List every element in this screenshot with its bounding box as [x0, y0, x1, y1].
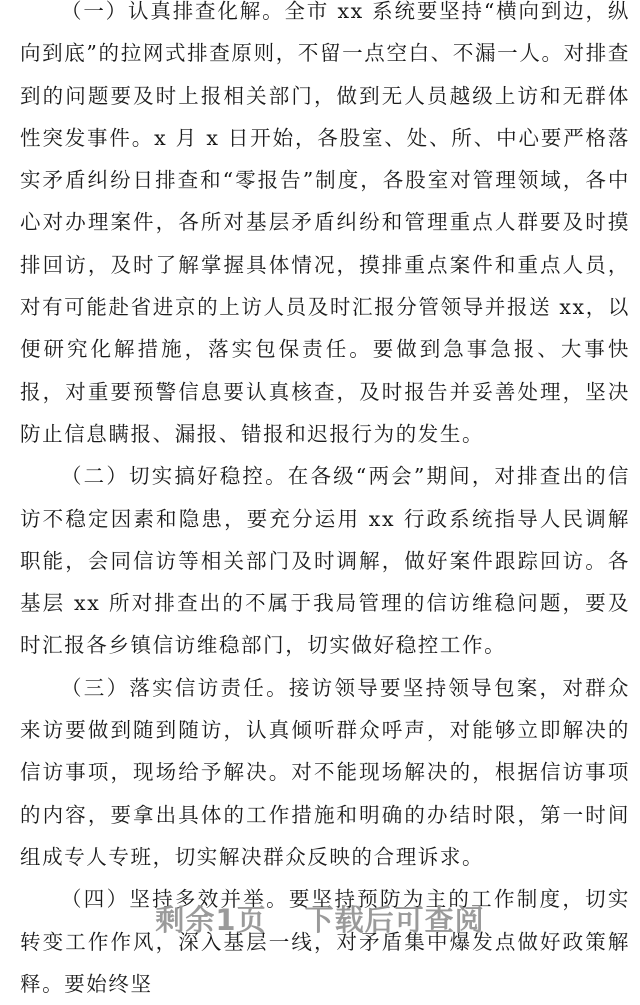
remaining-pages-label: 剩余1页: [155, 903, 267, 937]
paragraph-2: （二）切实搞好稳控。在各级“两会”期间，对排查出的信访不稳定因素和隐患，要充分运用 xx 行政系统指导人民调解职能，会同信访等相关部门及时调解，做好案件跟踪回访。各基层 xx 所对排查出的不属于我局管理的信访维稳问题，要及时汇报各乡镇信访维稳部门，切实做好稳控工作。: [20, 464, 630, 658]
paragraph-1: （一）认真排查化解。全市 xx 系统要坚持“横向到边，纵向到底”的拉网式排查原则，不留一点空白、不漏一人。对排查到的问题要及时上报相关部门，做到无人员越级上访和无群体性突发事件。x 月 x 日开始，各股室、处、所、中心要严格落实矛盾纠纷日排查和“零报告”制度，各股室对管理领域，各中心对办理案件，各所对基层矛盾纠纷和管理重点人群要及时摸排回访，及时了解掌握具体情况，摸排重点案件和重点人员，对有可能赴省进京的上访人员及时汇报分管领导并报送 xx，以便研究化解措施，落实包保责任。要做到急事急报、大事快报，对重要预警信息要认真核查，及时报告并妥善处理，坚决防止信息瞒报、漏报、错报和迟报行为的发生。: [20, 0, 630, 446]
preview-footer[interactable]: [0, 898, 640, 939]
download-hint-label: 下载后可查阅: [304, 903, 485, 937]
paragraph-3: （三）落实信访责任。接访领导要坚持领导包案，对群众来访要做到随到随访，认真倾听群众呼声，对能够立即解决的信访事项，现场给予解决。对不能现场解决的，根据信访事项的内容，要拿出具体的工作措施和明确的办结时限，第一时间组成专人专班，切实解决群众反映的合理诉求。: [20, 675, 630, 869]
paragraph-4: （四）坚持多效并举。要坚持预防为主的工作制度，切实转变工作作风，深入基层一线，对矛盾集中爆发点做好政策解释。要始终坚: [20, 887, 630, 996]
